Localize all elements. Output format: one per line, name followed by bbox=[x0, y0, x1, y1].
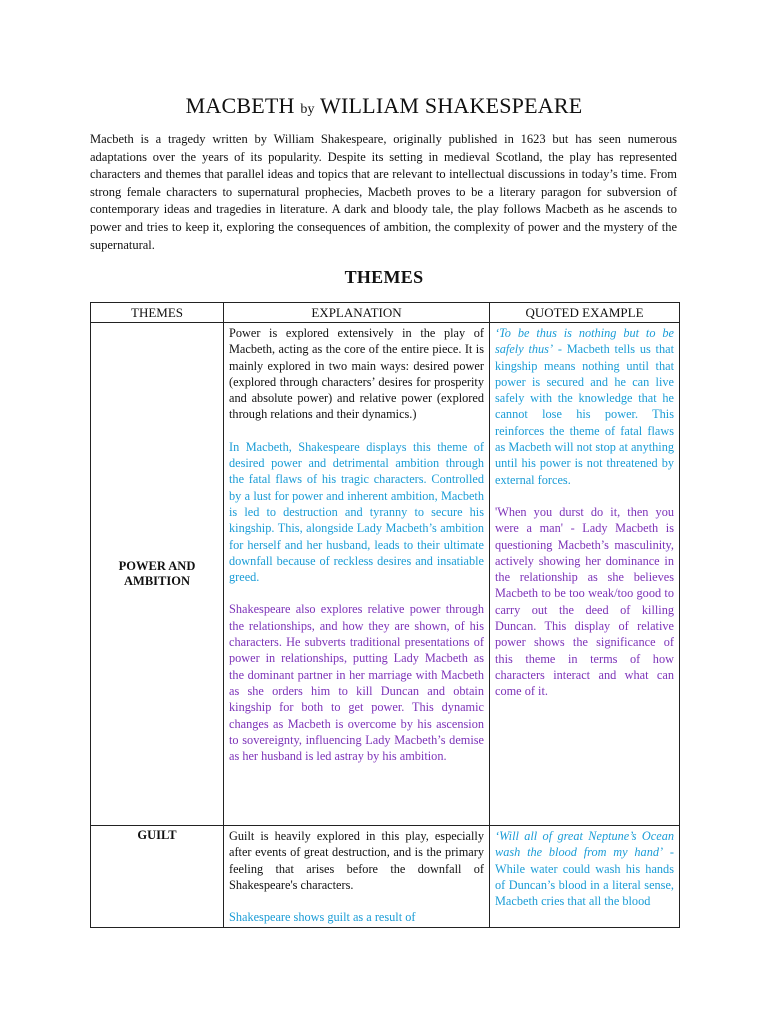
table-row bbox=[91, 323, 680, 826]
header-themes: THEMES bbox=[91, 303, 224, 323]
explanation-paragraph: In Macbeth, Shakespeare displays this theme of desired power and detrimental ambition through the fatal flaws of his tragic characters. Controlled by a lust for power and inherent ambition, Macbeth is led to destruction and tyranny to secure his kingship. This, alongside Lady Macbeth’s ambition for herself and her husband, leads to their ultimate downfall because of reckless desires and insatiable greed. bbox=[229, 439, 484, 585]
quote-text: ‘Will all of great Neptune’s Ocean wash the blood from my hand’ bbox=[495, 829, 674, 860]
explanation-cell bbox=[224, 323, 490, 826]
table-header-row bbox=[91, 303, 680, 323]
title-by: by bbox=[300, 102, 315, 117]
themes-table bbox=[90, 302, 680, 928]
header-explanation: EXPLANATION bbox=[224, 303, 490, 323]
section-heading: THEMES bbox=[344, 267, 424, 287]
quote-cell bbox=[490, 323, 680, 826]
title-main: MACBETH bbox=[185, 93, 295, 118]
header-quoted-example: QUOTED EXAMPLE bbox=[490, 303, 680, 323]
quote-analysis: - Lady Macbeth is questioning Macbeth’s masculinity, actively showing her dominance in the relationship as she believes Macbeth to be too weak/too good to carry out the deed of killing Duncan. This display of relative power shows the significance of this theme in terms of how characters interact and what can come of it. bbox=[495, 521, 674, 699]
explanation-paragraph: Guilt is heavily explored in this play, especially after events of great destruction, and is the primary feeling that arises before the downfall of Shakespeare's characters. bbox=[229, 829, 484, 892]
intro-paragraph: Macbeth is a tragedy written by William Shakespeare, originally published in 1623 but has seen numerous adaptations over the years of its popularity. Despite its setting in medieval Scotland, the play has represented characters and themes that parallel ideas and topics that are relevant to intellectual discussions in today’s time. From strong female characters to supernatural prophecies, Macbeth proves to be a literary paragon for subversion of contemporary ideas and tragedies in literature. A dark and bloody tale, the play follows Macbeth as he ascends to power and tries to keep it, exploring the consequences of ambition, the complexity of power and the mystery of the supernatural. bbox=[90, 132, 677, 252]
theme-cell: POWER AND AMBITION bbox=[91, 323, 224, 826]
quote-analysis: - While water could wash his hands of Duncan’s blood in a literal sense, Macbeth cries that all the blood bbox=[495, 845, 674, 909]
quote-paragraph bbox=[495, 325, 674, 488]
quote-paragraph bbox=[495, 828, 674, 909]
theme-cell: GUILT bbox=[91, 826, 224, 928]
explanation-paragraph: Shakespeare also explores relative power through the relationships, and how they are shown, of his characters. He subverts traditional presentations of power in relationships, putting Lady Macbeth as the dominant partner in her marriage with Macbeth as she orders him to kill Duncan and obtain kingship for both to get power. This dynamic changes as Macbeth is overcome by his ascension to sovereignty, influencing Lady Macbeth’s demise as her husband is led astray by his ambition. bbox=[229, 602, 484, 764]
quote-text: ‘To be thus is nothing but to be safely thus’ bbox=[495, 326, 674, 357]
title-author: WILLIAM SHAKESPEARE bbox=[320, 93, 583, 118]
explanation-cell bbox=[224, 826, 490, 928]
document-title bbox=[0, 93, 768, 119]
explanation-paragraph: Shakespeare shows guilt as a result of bbox=[229, 910, 416, 925]
quote-analysis: - Macbeth tells us that kingship means nothing until that power is secured and he can live safely with the knowledge that he cannot lose his power. This reinforces the theme of fatal flaws as Macbeth will not stop at anything until his power is not threatened by external forces. bbox=[495, 342, 674, 487]
quote-text: 'When you durst do it, then you were a man' bbox=[495, 504, 674, 536]
table-row bbox=[91, 826, 680, 928]
quote-cell bbox=[490, 826, 680, 928]
explanation-paragraph: Power is explored extensively in the play of Macbeth, acting as the core of the entire piece. It is mainly explored in two main ways: desired power (explored through characters’ desires for prosperity and absolute power) and relative power (explored through relations and their dynamics.) bbox=[229, 326, 484, 422]
quote-paragraph bbox=[495, 504, 674, 700]
